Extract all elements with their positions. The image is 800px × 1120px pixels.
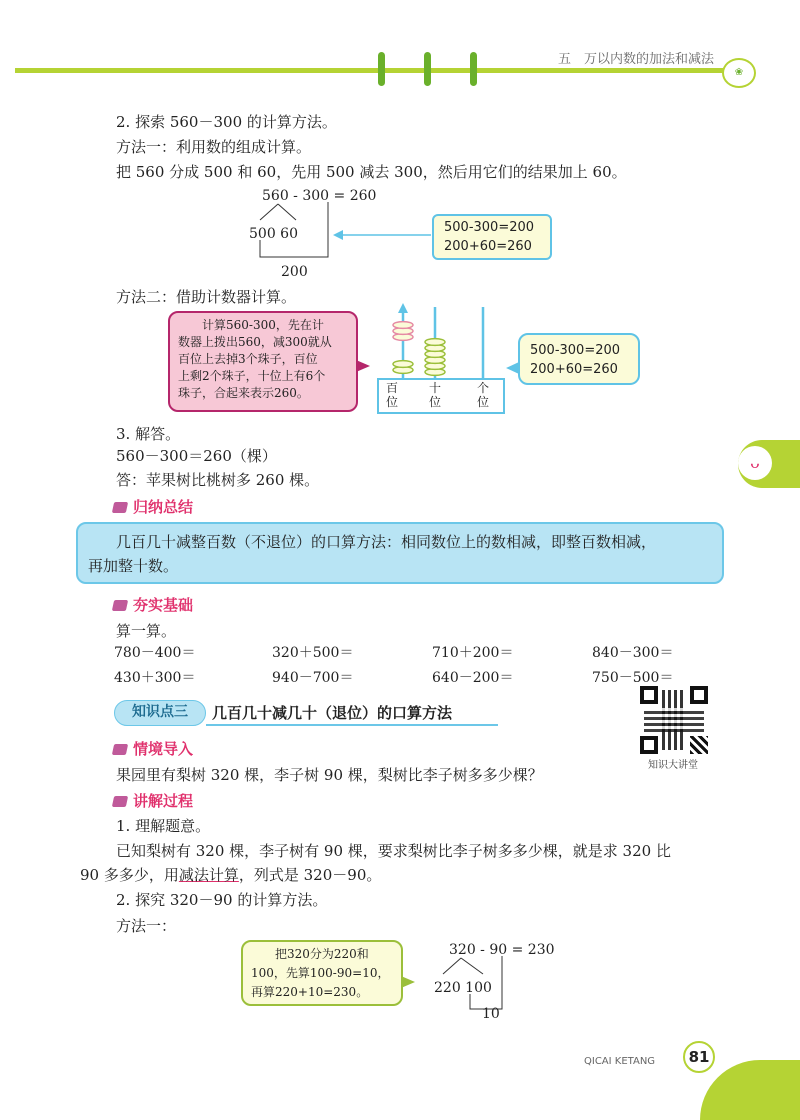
bunny-icon: ᴗ <box>738 446 772 480</box>
process-method-1: 方法一： <box>116 917 177 935</box>
intro-text: 果园里有梨树 320 棵，李子树 90 棵，梨树比李子树多多少棵？ <box>116 766 543 784</box>
bubble-line: 百位上去掉3个珠子，百位 <box>178 352 318 366</box>
d1-result: 200 <box>281 264 308 280</box>
d1-calc-line-1: 500-300=200 <box>444 220 535 235</box>
practice-intro: 算一算。 <box>116 622 177 640</box>
footer-wave <box>700 1060 800 1120</box>
book-icon <box>112 744 128 755</box>
qr-caption: 知识大讲堂 <box>648 760 698 771</box>
header-pin-3 <box>470 52 477 86</box>
kp3-badge-label: 知识点三 <box>132 704 188 720</box>
abacus-label-hundreds: 百 位 <box>385 381 398 409</box>
exercise-6: 940－700＝ <box>272 670 354 686</box>
process-text-b-pre: 90 多多少，用 <box>80 866 179 884</box>
process-heading-label: 讲解过程 <box>133 792 194 810</box>
bubble-line: 珠子，合起来表示260。 <box>178 386 309 400</box>
header-logo: ❀ <box>722 58 756 88</box>
bubble-line: 计算560-300，先在计 <box>202 318 324 332</box>
book-icon <box>112 796 128 807</box>
book-icon <box>112 502 128 513</box>
page-number: 81 <box>688 1048 710 1066</box>
s2-method2-title: 方法二：借助计数器计算。 <box>116 288 297 306</box>
calc-box-tail <box>506 362 519 374</box>
bubble-line: 100，先算100-90=10， <box>251 966 390 980</box>
process-text-a: 已知梨树有 320 棵，李子树有 90 棵，要求梨树比李子树多多少棵，就是求 320 比 <box>116 842 671 860</box>
summary-heading-label: 归纳总结 <box>133 498 194 516</box>
page-number-badge <box>683 1041 715 1073</box>
process-step-1: 1. 理解题意。 <box>116 817 211 835</box>
practice-heading <box>113 594 193 615</box>
bubble-line: 把320分为220和 <box>275 947 369 961</box>
header-pin-2 <box>424 52 431 86</box>
chapter-title: 五 万以内数的加法和减法 <box>558 52 715 67</box>
s2-method1-desc: 把 560 分成 500 和 60，先用 500 减去 300，然后用它们的结果加上 60。 <box>116 163 627 181</box>
process-text-b <box>80 865 381 885</box>
header-pin-1 <box>378 52 385 86</box>
s3-answer: 答：苹果树比桃树多 260 棵。 <box>116 471 320 489</box>
footer-brand: QICAI KETANG <box>584 1056 656 1067</box>
process-step-2: 2. 探究 320－90 的计算方法。 <box>116 891 328 909</box>
intro-heading-label: 情境导入 <box>133 740 194 758</box>
tens-beads <box>425 339 445 376</box>
abacus-calc-line-2: 200+60=260 <box>530 362 618 377</box>
process-heading <box>113 790 193 811</box>
qr-code[interactable] <box>640 686 708 754</box>
book-icon <box>112 600 128 611</box>
exercise-7: 640－200＝ <box>432 670 514 686</box>
exercise-3: 710＋200＝ <box>432 645 514 661</box>
exercise-1: 780－400＝ <box>114 645 196 661</box>
kp3-title: 几百几十减几十（退位）的口算方法 <box>212 704 453 722</box>
s2-method1-title: 方法一：利用数的组成计算。 <box>116 138 312 156</box>
d2-split: 220 100 <box>434 980 492 996</box>
s3-title: 3. 解答。 <box>116 425 181 443</box>
d1-equation: 560 - 300 = 260 <box>262 188 377 204</box>
d2-equation: 320 - 90 = 230 <box>449 942 555 958</box>
abacus-label-tens: 十 位 <box>428 381 441 409</box>
process-text-b-post: ，列式是 320－90。 <box>238 866 382 884</box>
method-bubble-tail <box>401 976 415 988</box>
exercise-8: 750－500＝ <box>592 670 674 686</box>
summary-text-2: 再加整十数。 <box>88 557 179 575</box>
abacus-label-ones: 个 位 <box>476 381 489 409</box>
method-explanation-bubble <box>241 940 403 1006</box>
intro-heading <box>113 738 193 759</box>
d2-result: 10 <box>482 1006 500 1022</box>
d1-arrow <box>333 228 433 242</box>
summary-heading <box>113 496 193 517</box>
d1-calc-box <box>432 214 552 260</box>
exercise-4: 840－300＝ <box>592 645 674 661</box>
d1-calc-line-2: 200+60=260 <box>444 239 532 254</box>
abacus-calc-line-1: 500-300=200 <box>530 343 621 358</box>
kp3-underline <box>206 724 498 726</box>
bubble-line: 数器上拨出560，减300就从 <box>178 335 332 349</box>
bubble-tail <box>356 360 370 372</box>
kp3-badge <box>114 700 206 726</box>
abacus-calc-box <box>518 333 640 385</box>
bubble-line: 再算220+10=230。 <box>251 985 369 999</box>
practice-heading-label: 夯实基础 <box>133 596 194 614</box>
exercise-2: 320＋500＝ <box>272 645 354 661</box>
exercise-5: 430＋300＝ <box>114 670 196 686</box>
subtraction-link: 减法计算 <box>178 866 239 884</box>
summary-text-1: 几百几十减整百数（不退位）的口算方法：相同数位上的数相减，即整百数相减， <box>116 533 657 551</box>
s2-title: 2. 探索 560－300 的计算方法。 <box>116 113 337 131</box>
abacus-explanation-bubble <box>168 311 358 412</box>
s3-equation: 560－300＝260（棵） <box>116 447 277 465</box>
d1-split: 500 60 <box>249 226 298 242</box>
bubble-line: 上剩2个珠子，十位上有6个 <box>178 369 326 383</box>
